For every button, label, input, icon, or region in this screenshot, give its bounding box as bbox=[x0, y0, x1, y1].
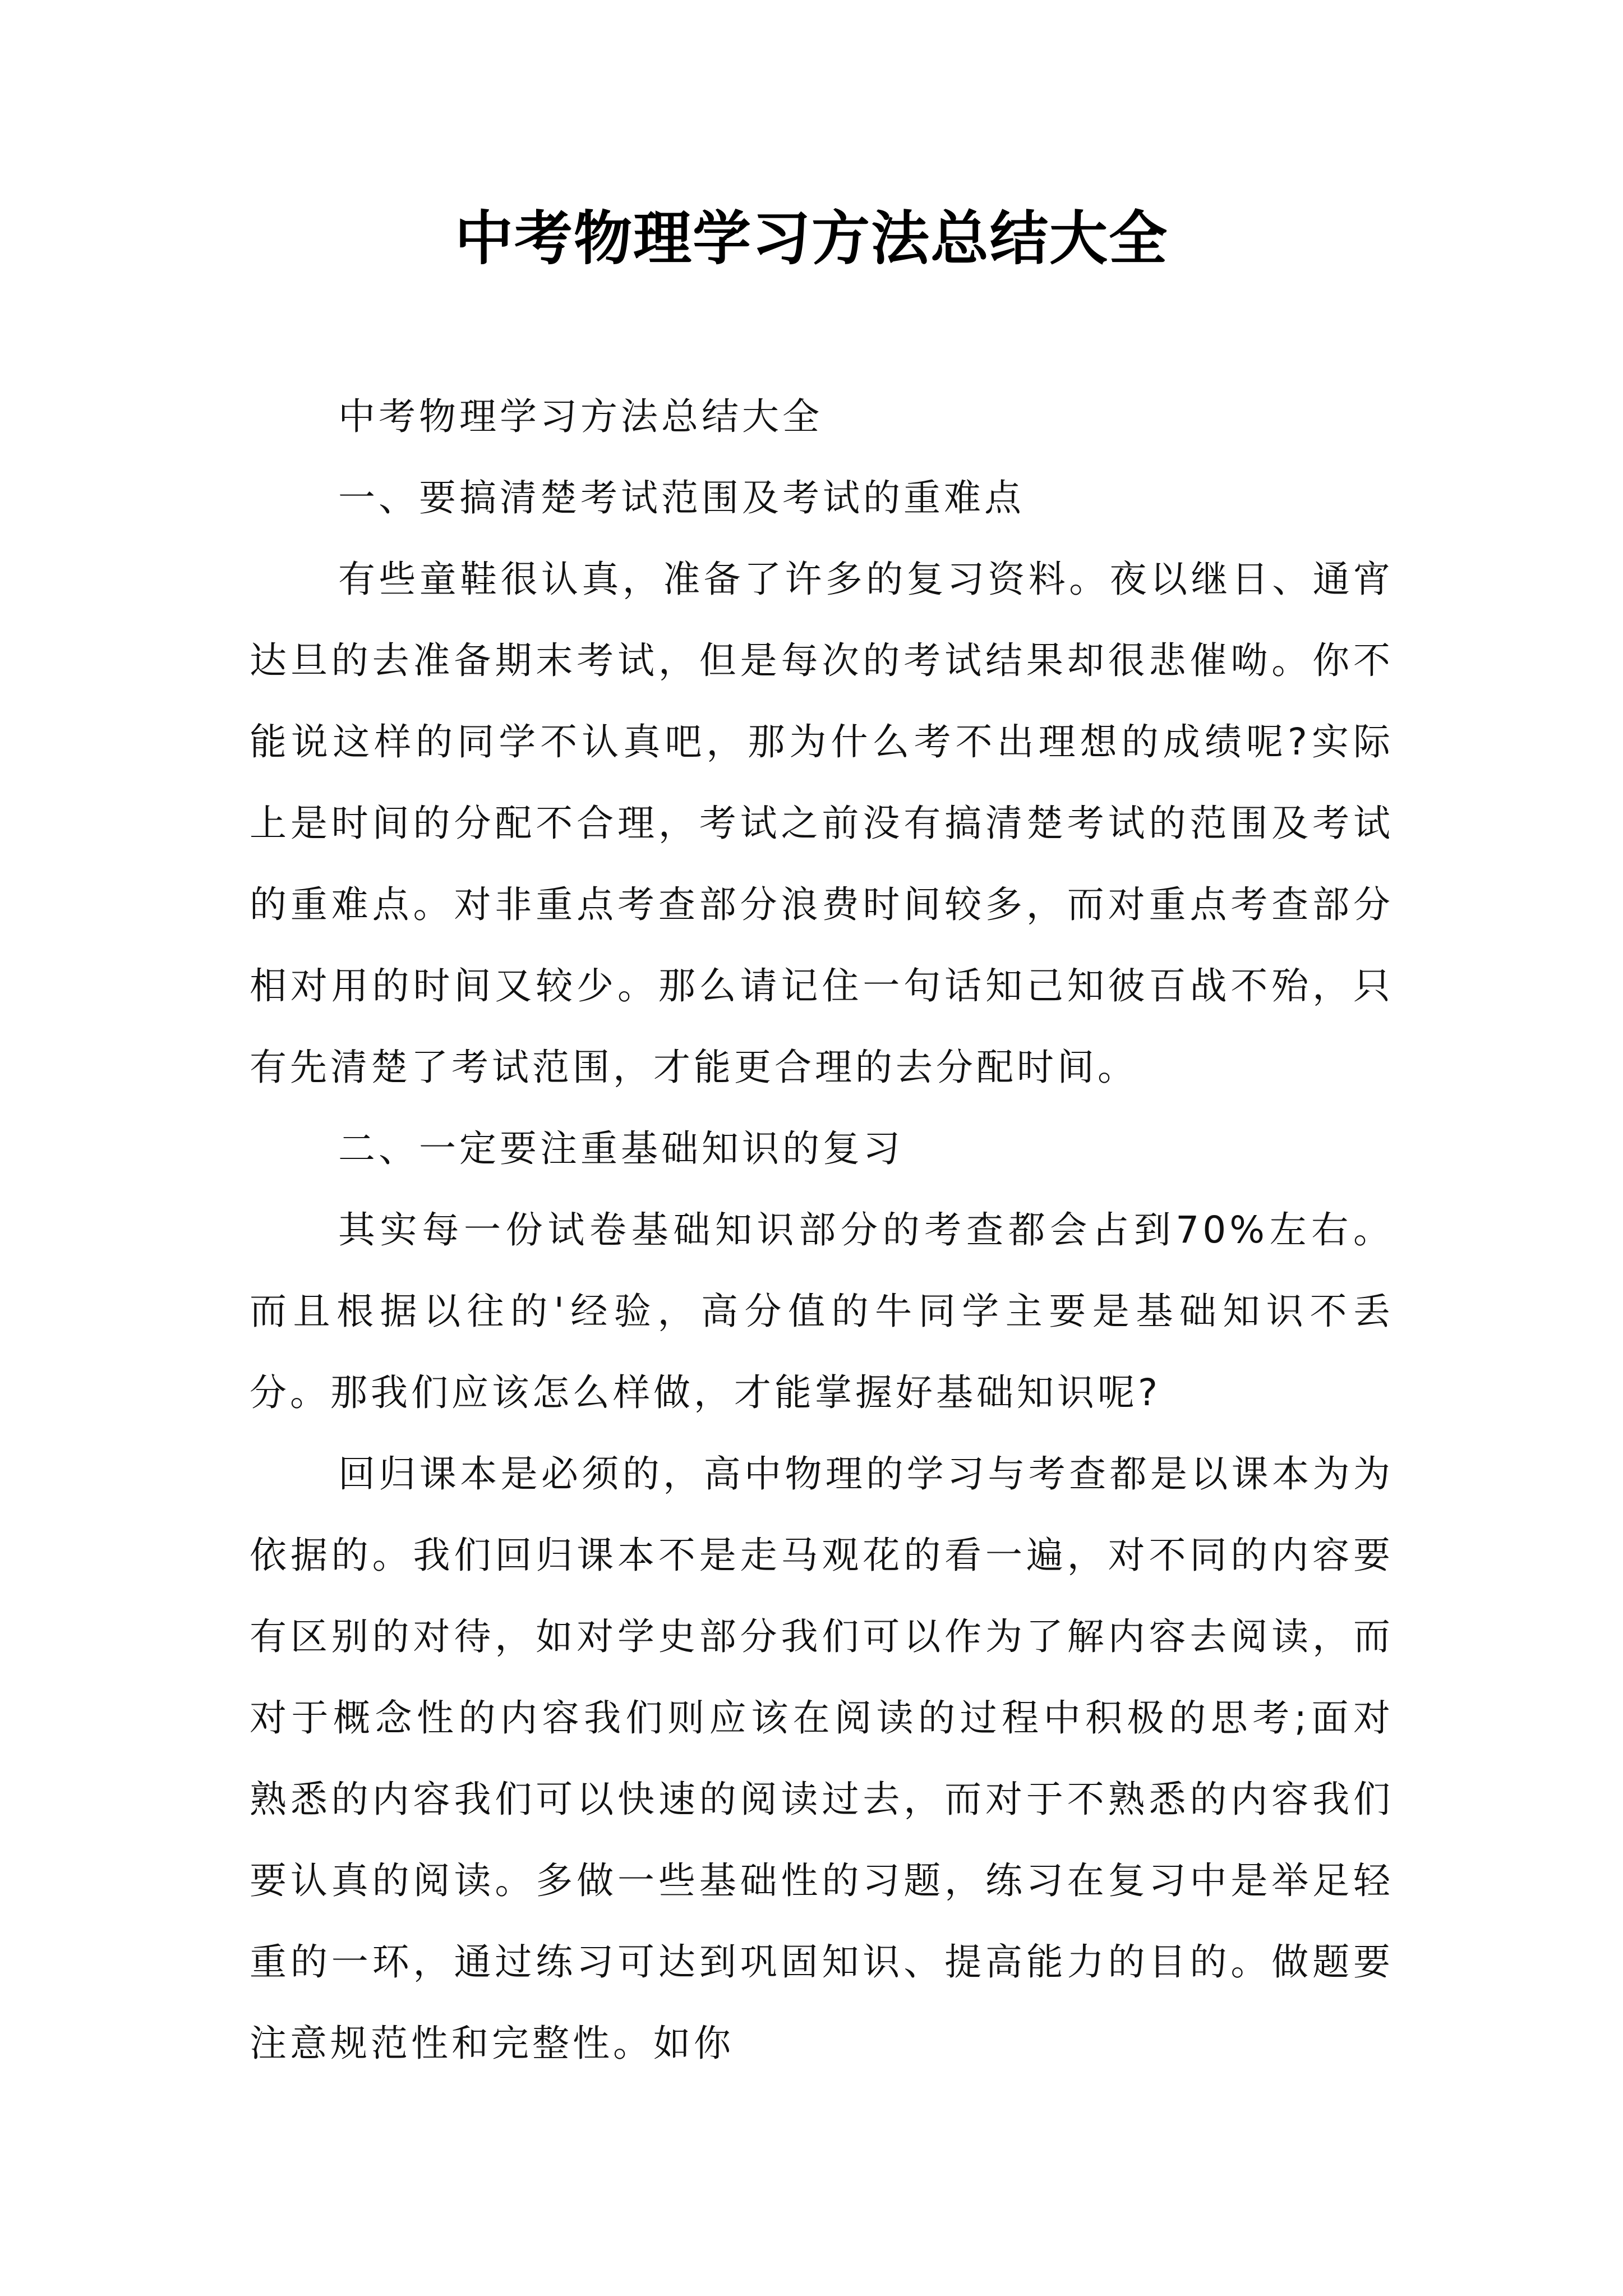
subtitle-paragraph: 中考物理学习方法总结大全 bbox=[338, 395, 823, 438]
body-paragraph: 有些童鞋很认真，准备了许多的复习资料。夜以继日、通宵达旦的去准备期末考试，但是每次的考试结果却很悲催呦。你不能说这样的同学不认真吧，那为什么考不出理想的成绩呢?实际上是时间的分配不合理，考试之前没有搞清楚考试的范围及考试的重难点。对非重点考查部分浪费时间较多，而对重点考查部分相对用的时间又较少。那么请记住一句话知己知彼百战不殆，只有先清楚了考试范围，才能更合理的去分配时间。 bbox=[250, 558, 1394, 1089]
document-title: 中考物理学习方法总结大全 bbox=[454, 204, 1168, 273]
body-paragraph: 其实每一份试卷基础知识部分的考查都会占到70%左右。而且根据以往的'经验，高分值的牛同学主要是基础知识不丢分。那我们应该怎么样做，才能掌握好基础知识呢? bbox=[250, 1208, 1394, 1414]
body-paragraph: 回归课本是必须的，高中物理的学习与考查都是以课本为为依据的。我们回归课本不是走马观花的看一遍，对不同的内容要有区别的对待，如对学史部分我们可以作为了解内容去阅读，而对于概念性的内容我们则应该在阅读的过程中积极的思考;面对熟悉的内容我们可以快速的阅读过去，而对于不熟悉的内容我们要认真的阅读。多做一些基础性的习题，练习在复习中是举足轻重的一环，通过练习可达到巩固知识、提高能力的目的。做题要注意规范性和完整性。如你 bbox=[250, 1452, 1394, 2065]
section-heading-1: 一、要搞清楚考试范围及考试的重难点 bbox=[338, 476, 1025, 519]
document-body bbox=[250, 376, 1394, 2084]
section-heading-2: 二、一定要注重基础知识的复习 bbox=[338, 1127, 903, 1170]
